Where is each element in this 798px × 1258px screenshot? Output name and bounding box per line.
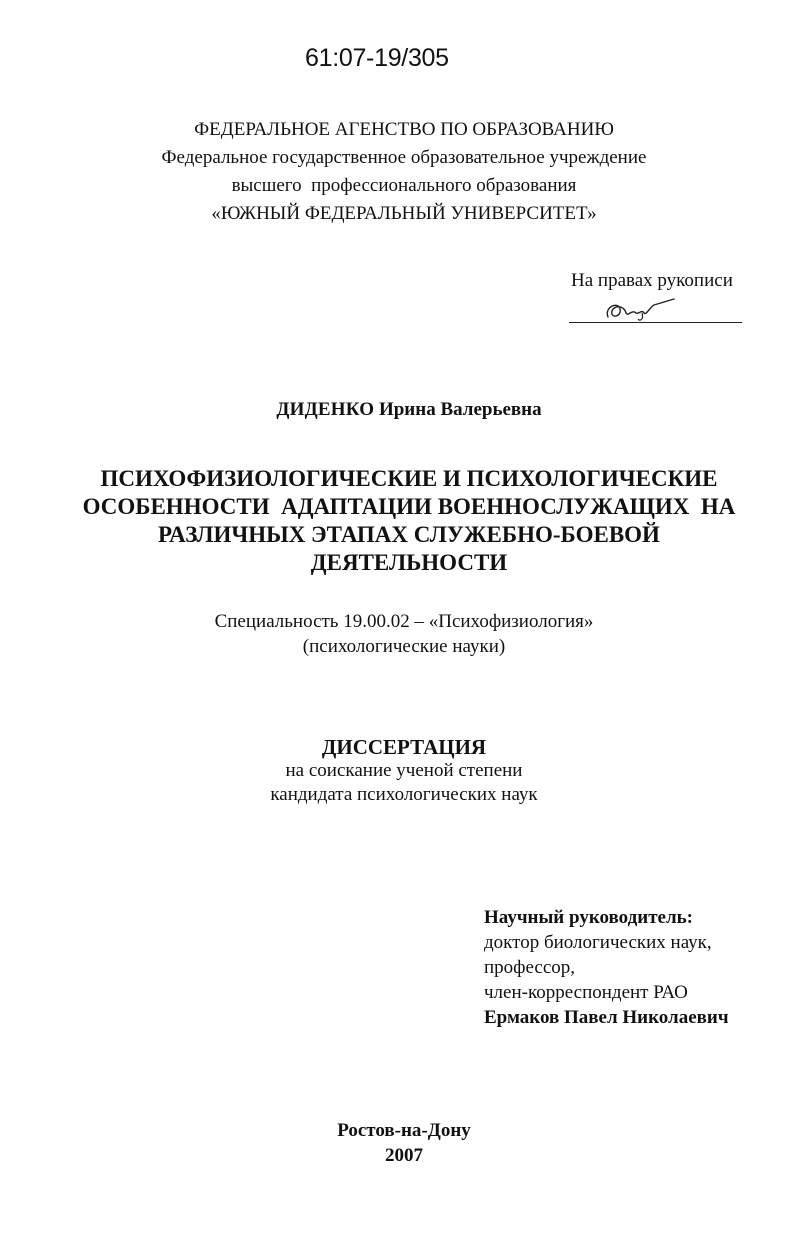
advisor-degree: доктор биологических наук, (484, 932, 712, 953)
footer-block (0, 1118, 798, 1168)
university-name: «ЮЖНЫЙ ФЕДЕРАЛЬНЫЙ УНИВЕРСИТЕТ» (211, 203, 597, 224)
document-code: 61:07-19/305 (305, 44, 449, 72)
title-line: ПСИХОФИЗИОЛОГИЧЕСКИЕ И ПСИХОЛОГИЧЕСКИЕ (100, 466, 718, 491)
speciality-line: Специальность 19.00.02 – «Психофизиология» (214, 611, 594, 632)
degree-line-2: кандидата психологических наук (270, 784, 538, 805)
signature-image (598, 297, 678, 323)
advisor-block (484, 905, 729, 1030)
author-given-name: Ирина Валерьевна (378, 399, 542, 420)
signature-line (569, 322, 742, 323)
dissertation-title (0, 465, 798, 577)
author-name (10, 399, 798, 421)
dissertation-heading: ДИССЕРТАЦИЯ (321, 735, 487, 759)
advisor-title: профессор, (484, 957, 576, 978)
dissertation-type-block (0, 735, 798, 807)
advisor-membership: член-корреспондент РАО (484, 982, 688, 1003)
science-field: (психологические науки) (302, 636, 506, 657)
advisor-name: Ермаков Павел Николаевич (484, 1007, 729, 1028)
city: Ростов-на-Дону (337, 1120, 471, 1141)
speciality-block (0, 609, 798, 659)
title-line: РАЗЛИЧНЫХ ЭТАПАХ СЛУЖЕБНО-БОЕВОЙ (158, 522, 660, 547)
author-surname: ДИДЕНКО (276, 399, 375, 420)
institution-line-2: высшего профессионального образования (231, 175, 577, 196)
institution-line-1: Федеральное государственное образовательное учреждение (161, 147, 647, 168)
degree-line-1: на соискание ученой степени (285, 760, 523, 781)
advisor-heading: Научный руководитель: (484, 907, 693, 928)
title-line: ДЕЯТЕЛЬНОСТИ (310, 550, 508, 575)
year: 2007 (385, 1145, 423, 1166)
manuscript-label: На правах рукописи (571, 270, 733, 291)
title-line: ОСОБЕННОСТИ АДАПТАЦИИ ВОЕННОСЛУЖАЩИХ НА (82, 494, 736, 519)
agency-name: ФЕДЕРАЛЬНОЕ АГЕНСТВО ПО ОБРАЗОВАНИЮ (194, 119, 614, 140)
institution-block (0, 116, 798, 228)
